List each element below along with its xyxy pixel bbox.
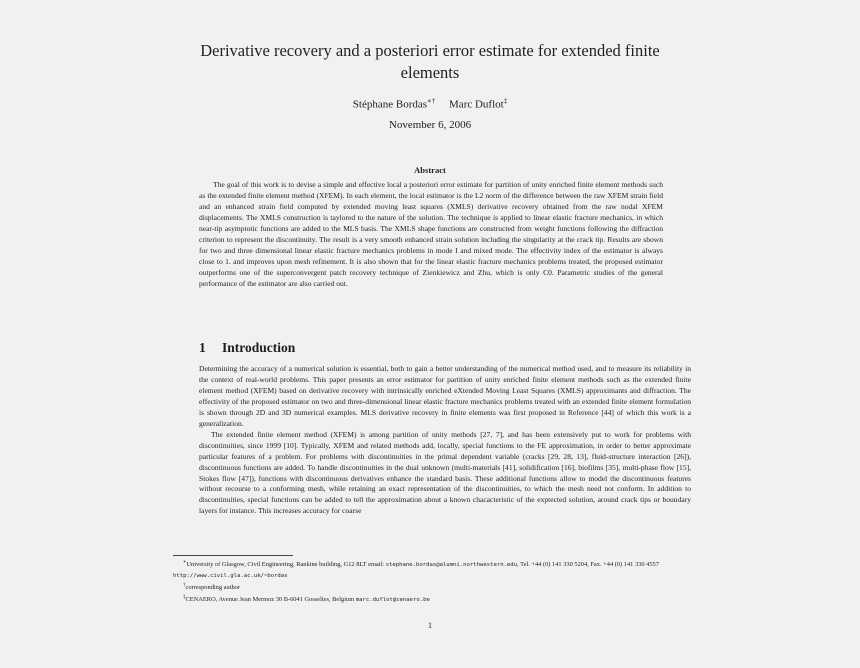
footnote-1-email[interactable]: stephane.bordas@alumni.northwestern.edu bbox=[385, 562, 518, 569]
author-duflot-marks: ‡ bbox=[503, 97, 508, 105]
footnote-2-text: corresponding author bbox=[185, 584, 240, 592]
footnote-rule bbox=[173, 555, 293, 556]
introduction-body bbox=[199, 364, 691, 517]
footnote-3 bbox=[173, 593, 691, 606]
section-title: Introduction bbox=[222, 340, 296, 355]
abstract-heading: Abstract bbox=[414, 165, 446, 175]
footnote-3-email[interactable]: marc.duflot@cenaero.be bbox=[355, 596, 430, 603]
footnotes bbox=[173, 558, 691, 605]
intro-paragraph-1: Determining the accuracy of a numerical solution is essential, both to gain a better understanding of the numerical method used, and to measure its reliability in the context of real-world problems. This paper presents an error estimator for partition of unity enriched finite element methods such as the extended finite element method (XFEM) based on derivative recovery with intrinsically enriched eXtended Moving Least Squares (XMLS) approximants and diffraction. The effectivity of the proposed estimator on two and three-dimensional linear elastic fracture mechanics problems treated with an extended finite element formulation is shown through 2D and 3D numerical examples. MLS derivative recovery in finite elements was first proposed in Reference [44] of which this work is a generalization. bbox=[199, 364, 691, 428]
footnote-3-mark: ‡ bbox=[183, 594, 186, 600]
footnote-1-contact: , Tel. +44 (0) 141 330 5204, Fax. +44 (0) 141 330 4557 bbox=[517, 561, 659, 569]
author-bordas-marks: ∗† bbox=[427, 97, 436, 105]
footnote-2 bbox=[173, 581, 691, 593]
footnote-1-mark: ∗ bbox=[183, 560, 187, 565]
title-line-2: elements bbox=[400, 63, 460, 82]
title-line-1: Derivative recovery and a posteriori error estimate for extended finite bbox=[200, 41, 660, 60]
author-duflot: Marc Duflot bbox=[449, 98, 504, 111]
footnote-1-url[interactable]: http://www.civil.gla.ac.uk/~bordas bbox=[173, 572, 288, 579]
paper-title bbox=[120, 40, 740, 84]
section-number: 1 bbox=[199, 340, 206, 355]
intro-paragraph-2: The extended finite element method (XFEM) is among partition of unity methods [27, 7], and has been extensively put to work for problems with discontinuities, since 1999 [10]. Typically, XFEM and related methods add, locally, special functions to the FE approximation, in order to better approximate particular features of a problem. For problems with discontinuities in the primal dependent variable (cracks [29, 28, 13], fluid-structure interaction [26]), discontinuous functions are added. To handle discontinuities in the dual unknown (multi-materials [41], solidification [16], biofilms [35], multi-phase flow [15], Stokes flow [47]), functions with discontinuous derivatives enhance the standard basis. These additional functions allow to model the discontinuous features without recourse to a conforming mesh, while retaining an exact representation of the discontinuities, to which the mesh need not conform. In addition to discontinuities, special functions can be added to tell the approximation about a known chacacteristic of the exptected solution, around crack tips or boundary layers for instance. This increases accuracy for coarse bbox=[199, 429, 691, 516]
abstract-body: The goal of this work is to devise a simple and effective local a posteriori error estimate for partition of unity enriched finite element methods such as the extended finite element method (XFEM). In each element, the local estimator is the L2 norm of the difference between the raw XFEM strain field and an enhanced strain field computed by extended moving least squares (XMLS) derivative recovery obtained from the raw nodal XFEM displacements. The XMLS construction is taylored to the nature of the solution. The technique is applied to linear elastic fracture mechanics, in which near-tip asymptotic functions are added to the MLS basis. The XMLS shape functions are constructed from weight functions following the diffraction criterion to represent the discontinuity. The result is a very smooth enhanced strain solution including the singularity at the crack tip. Results are shown for two and three dimensional linear elastic fracture mechanics problems in mode I and mixed mode. The effectivity index of the estimator is always close to 1. and improves upon mesh refinement. It is also shown that for the linear elastic fracture mechanics problems treated, the proposed estimator outperforms one of the superconvergent patch recovery technique of Zienkiewicz and Zhu, which is only C0. Parametric studies of the general performance of the estimator are also carried out. bbox=[199, 180, 663, 288]
footnote-1 bbox=[173, 558, 691, 581]
author-list bbox=[120, 94, 740, 112]
footnote-1-affiliation: University of Glasgow, Civil Engineering, Rankine building, G12 8LT email: bbox=[186, 561, 386, 569]
section-heading-introduction bbox=[199, 339, 295, 356]
author-bordas: Stéphane Bordas bbox=[352, 98, 428, 111]
footnote-2-mark: † bbox=[183, 583, 186, 589]
page-number: 1 bbox=[428, 621, 432, 630]
footnote-3-affiliation: CENAERO, Avenue Jean Mermoz 30 B-6041 Gosselies, Belgium bbox=[185, 595, 356, 603]
paper-date: November 6, 2006 bbox=[388, 119, 472, 131]
